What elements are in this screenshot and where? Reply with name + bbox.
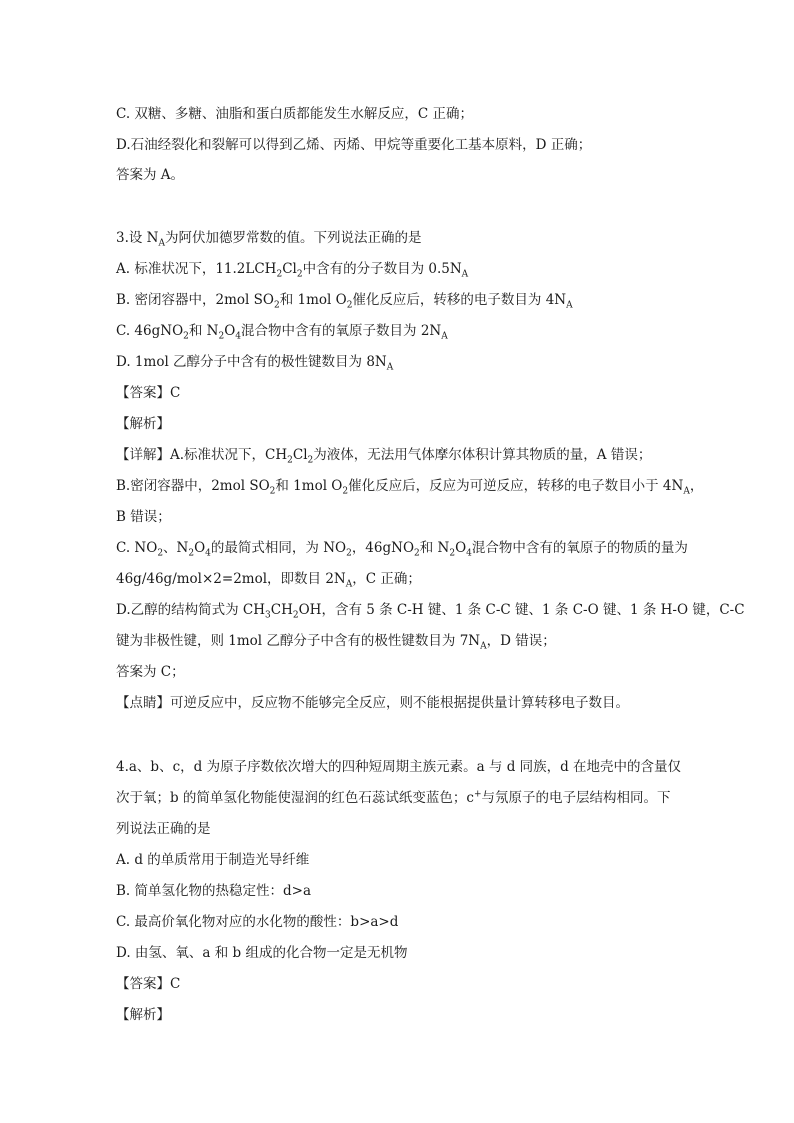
question-3-option-c: C. 46gNO$_2$和 $N_2O_4$混合物中含有的氧原子数目为 $2N_A$ (116, 323, 448, 342)
question-3-answer: 【答案】C (116, 385, 181, 401)
question-4-option-b: B. 简单氢化物的热稳定性：d>a (116, 883, 312, 899)
question-3-option-b: B. 密闭容器中，2mol $SO_2$和 1mol $O_2$催化反应后，转移的电子数目为 $4N_A$ (116, 292, 573, 311)
question-4-option-d: D. 由氢、氧、a 和 b 组成的化合物一定是无机物 (116, 945, 408, 961)
question-3-detail-d-cont: 键为非极性键，则 1mol 乙醇分子中含有的极性键数目为 $7N_A$，D 错误； (116, 633, 556, 652)
question-3-detail-c-cont: 46g/46g/mol×2=2mol，即数目 $2N_A$，C 正确； (116, 571, 421, 590)
question-4-stem-line2: 次于氧；b 的简单氢化物能使湿润的红色石蕊试纸变蓝色；c+与氖原子的电子层结构相同。下 (116, 789, 671, 806)
text-line-option-d-prev: D.石油经裂化和裂解可以得到乙烯、丙烯、甲烷等重要化工基本原料，D 正确； (116, 137, 592, 153)
question-3-detail-b: B.密闭容器中，2mol $SO_2$和 1mol $O_2$催化反应后，反应为可逆反应，转移的电子数目小于 $4N_A$， (116, 478, 704, 497)
question-4-answer: 【答案】C (116, 976, 181, 992)
question-4-stem-line3: 列说法正确的是 (116, 821, 211, 837)
question-3-detail-b-cont: B 错误； (116, 509, 171, 525)
question-3-final-answer: 答案为 C； (116, 664, 185, 680)
question-4-analysis-heading: 【解析】 (116, 1007, 170, 1023)
text-line-answer-prev: 答案为 A。 (116, 167, 185, 183)
question-3-option-a: A. 标准状况下，$11.2LCH_2Cl_2$中含有的分子数目为 $0.5N_A$ (116, 261, 469, 280)
question-3-note: 【点睛】可逆反应中，反应物不能够完全反应，则不能根据提供量计算转移电子数目。 (116, 695, 629, 711)
question-3-detail-c: C. $NO_2$、$N_2O_4$的最简式相同，为 $NO_2$，46gNO$_2$和 $N_2O_4$混合物中含有的氧原子的物质的量为 (116, 540, 688, 559)
question-4-stem-line1: 4.a、b、c，d 为原子序数依次增大的四种短周期主族元素。a 与 d 同族，d 在地壳中的含量仅 (116, 759, 682, 775)
question-3-analysis-heading: 【解析】 (116, 416, 170, 432)
question-3-stem: 3.设 $N_A$为阿伏加德罗常数的值。下列说法正确的是 (116, 230, 422, 249)
question-4-option-c: C. 最高价氧化物对应的水化物的酸性：b>a>d (116, 914, 399, 930)
question-3-detail-a: 【详解】A.标准状况下，$CH_2Cl_2$为液体，无法用气体摩尔体积计算其物质的量，A 错误； (116, 447, 652, 466)
text-line-option-c-prev: C. 双糖、多糖、油脂和蛋白质都能发生水解反应，C 正确； (116, 106, 474, 122)
question-3-option-d: D. 1mol 乙醇分子中含有的极性键数目为 $8N_A$ (116, 354, 394, 373)
question-3-detail-d: D.乙醇的结构简式为 $CH_3CH_2OH$，含有 5 条 C-H 键、1 条 C-C 键、1 条 C-O 键、1 条 H-O 键，C-C (116, 602, 745, 621)
question-4-option-a: A. d 的单质常用于制造光导纤维 (116, 852, 310, 868)
